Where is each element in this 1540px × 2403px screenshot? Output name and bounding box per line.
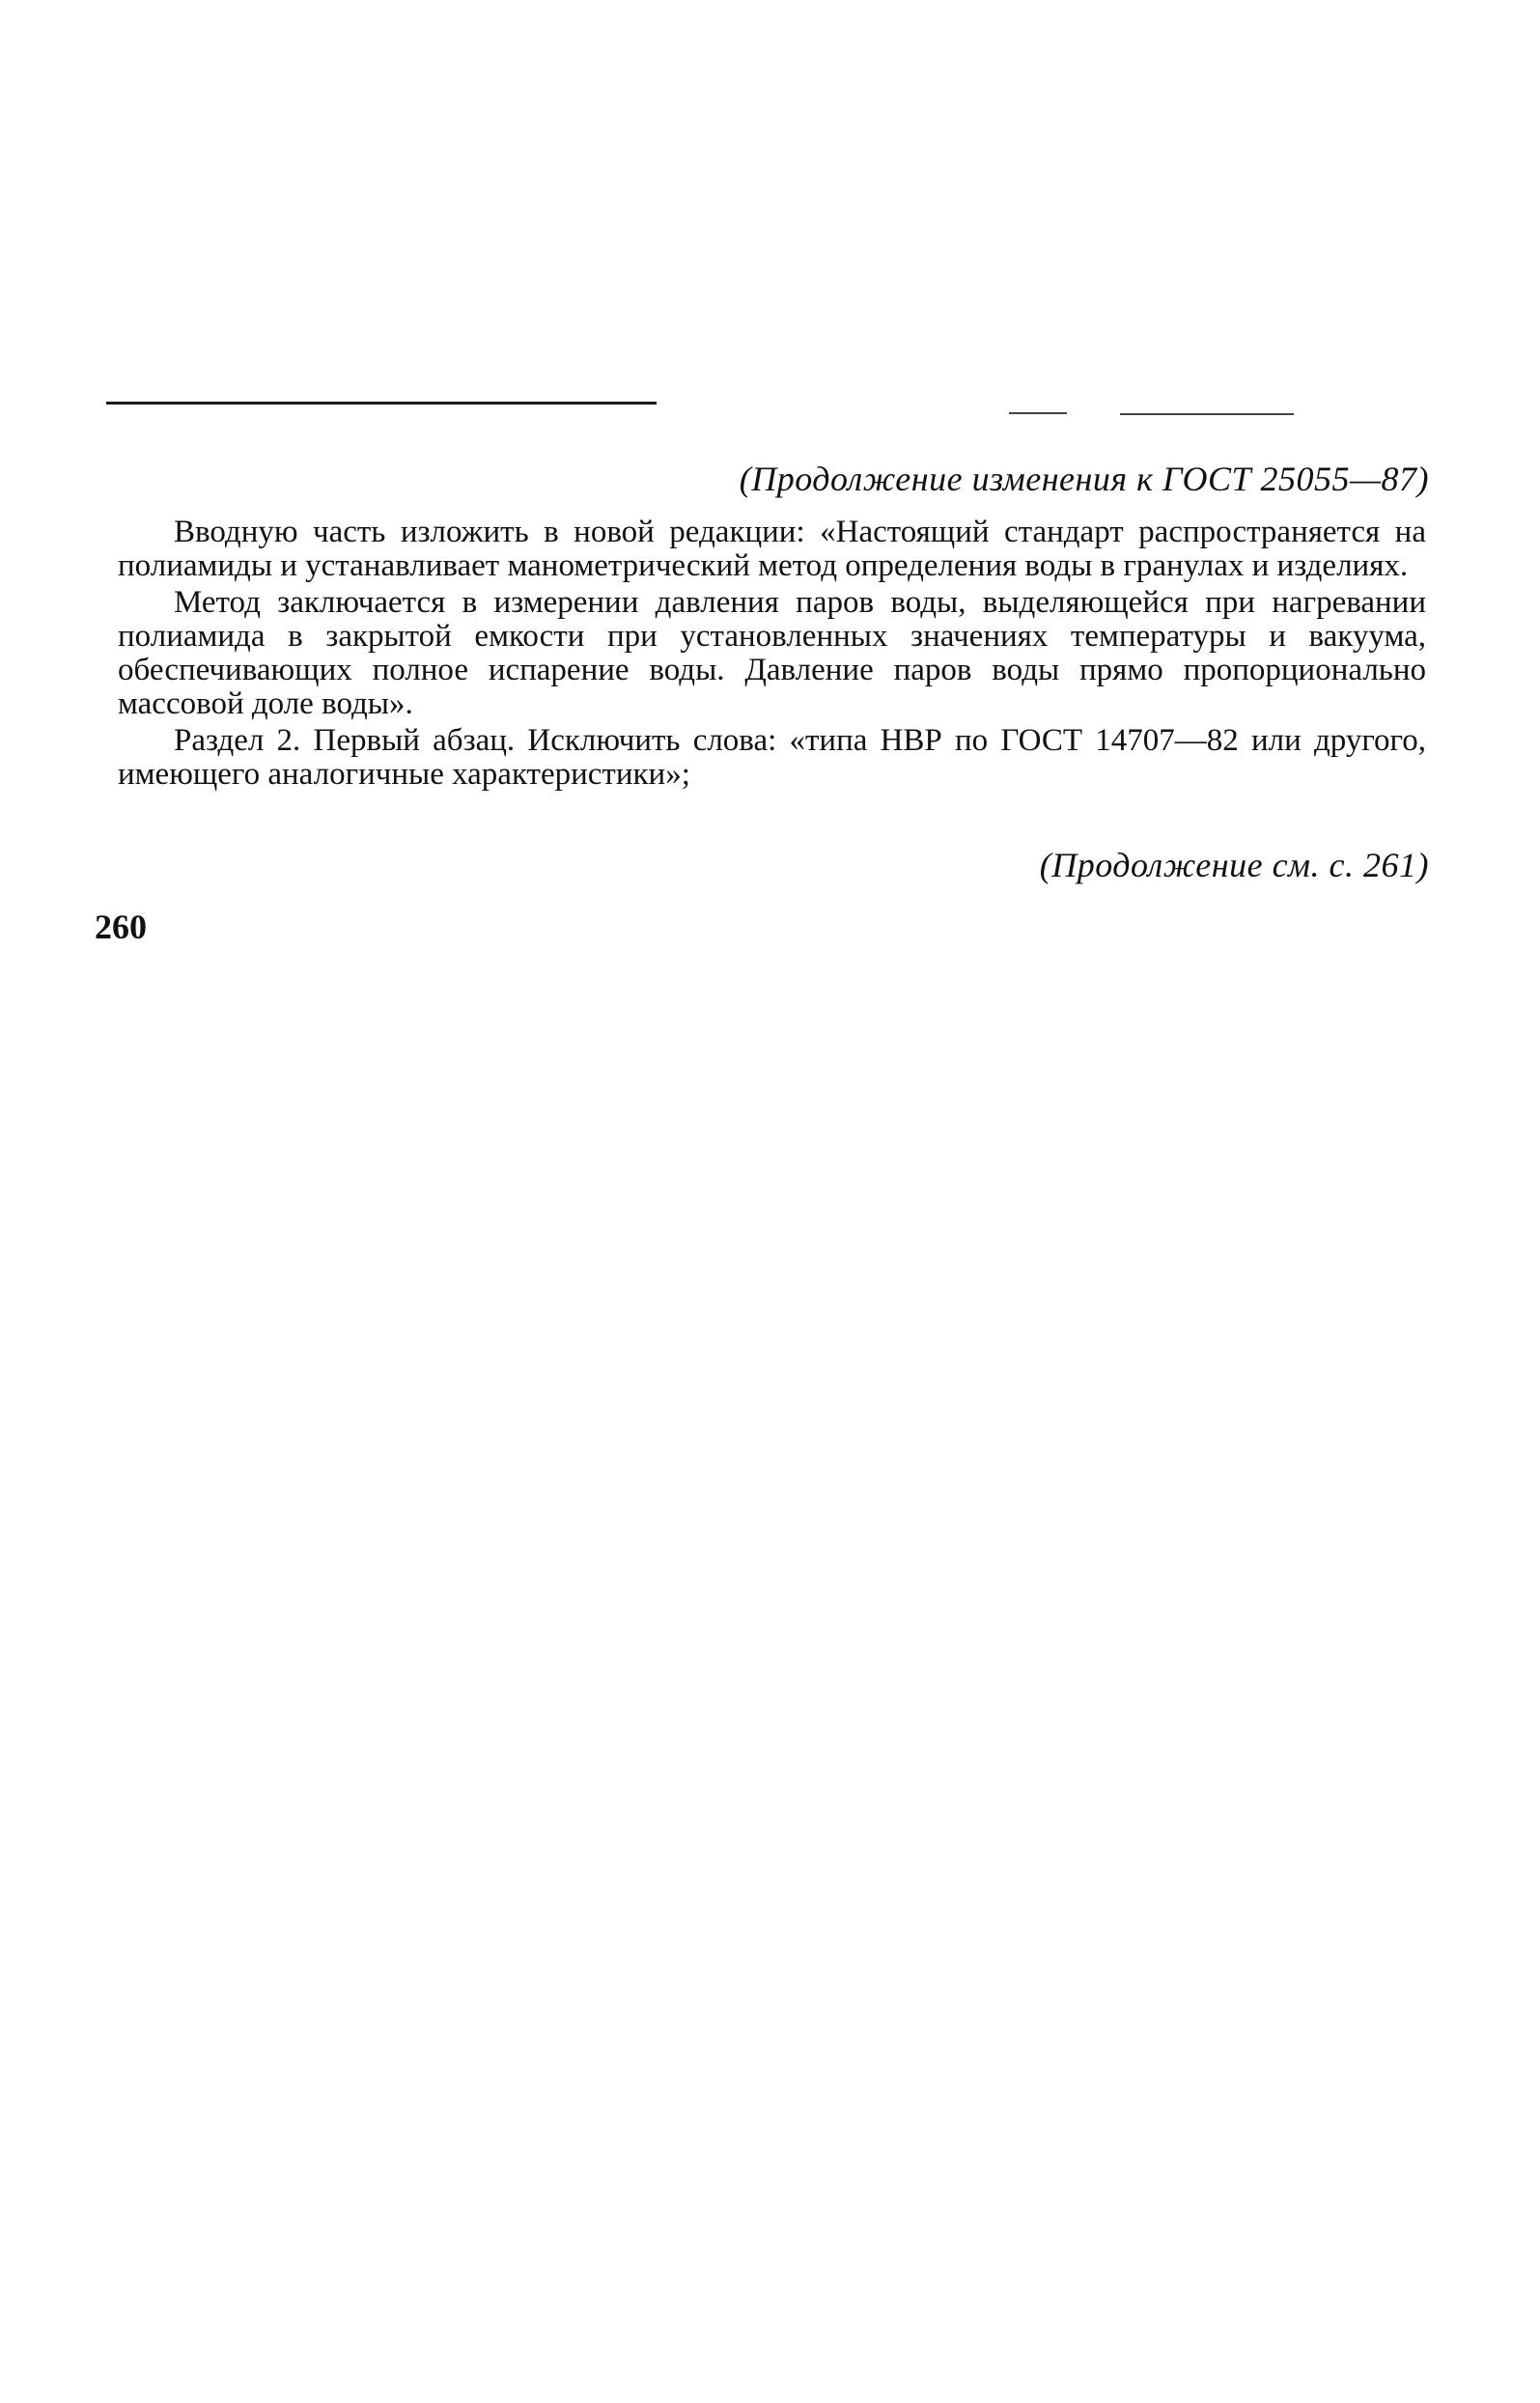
paragraph-introduction: Вводную часть изложить в новой редакции: «Настоящий стандарт распространяется на полиамиды и устанавливает манометрический метод определения воды в гранулах и изделиях. xyxy=(118,515,1426,583)
document-body xyxy=(118,516,1426,795)
continuation-footer: (Продолжение см. с. 261) xyxy=(1039,846,1429,884)
header-rule-right-short xyxy=(1009,412,1067,414)
page-number: 260 xyxy=(95,908,147,946)
paragraph-section-2: Раздел 2. Первый абзац. Исключить слова: «типа НВР по ГОСТ 14707—82 или другого, имеющего аналогичные характеристики»; xyxy=(118,723,1426,792)
paragraph-method: Метод заключается в измерении давления паров воды, выделяющейся при нагревании полиамида в закрытой емкости при установленных значениях температуры и вакуума, обеспечивающих полное испарение воды. Давление паров воды прямо пропорционально массовой доле воды». xyxy=(118,585,1426,721)
continuation-header: (Продолжение изменения к ГОСТ 25055—87) xyxy=(739,460,1429,498)
header-rule-right-long xyxy=(1120,413,1294,415)
header-rule-left xyxy=(106,402,657,405)
